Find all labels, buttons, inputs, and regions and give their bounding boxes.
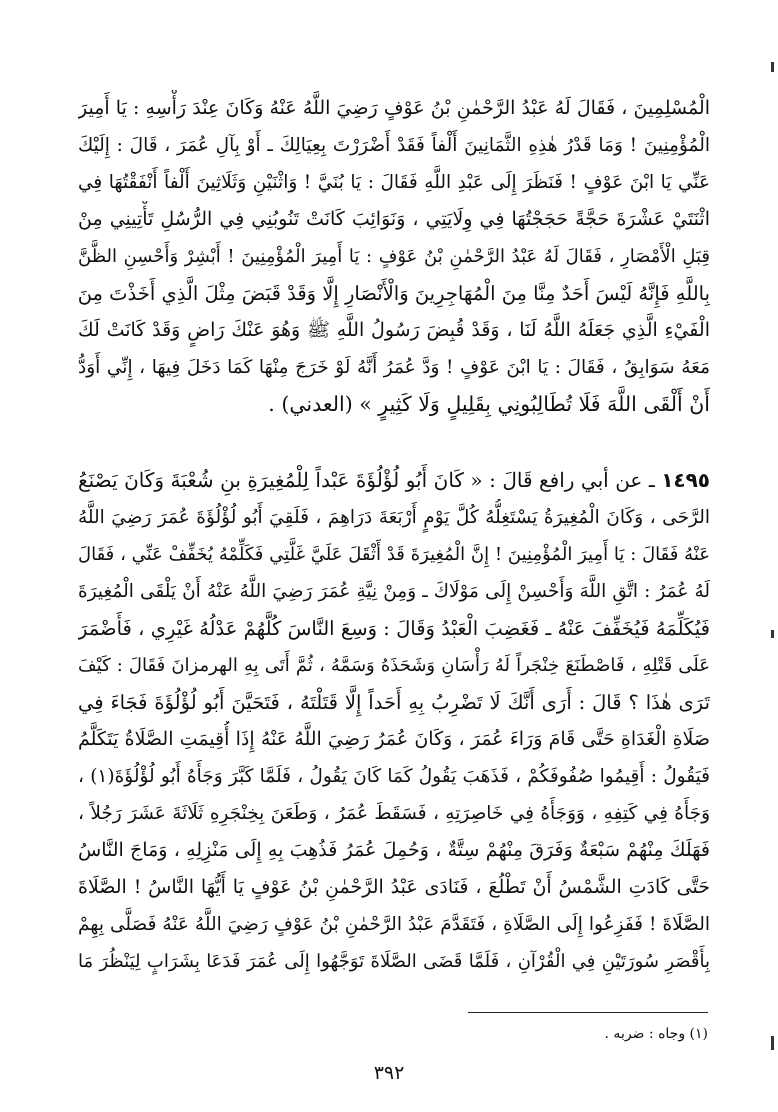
text-line: الْمُسْلِمِينَ ، فَقَالَ لَهُ عَبْدُ الرَّحْمٰنِ بْنُ عَوْفٍ رَضِيَ اللَّهُ عَنْهُ وَكَانَ عِنْدَ رَأْسِهِ : يَا أَمِيرَ <box>78 97 710 119</box>
text-line: لَهُ عُمَرُ : اتَّقِ اللَّهَ وَأَحْسِنْ إِلَى مَوْلَاكَ ـ وَمِنْ نِيَّةِ عُمَرَ رَضِيَ اللَّهُ عَنْهُ أَنْ يَلْقَى الْمُغِيرَةَ <box>78 581 710 602</box>
scan-edge-mark <box>771 1036 774 1050</box>
text-line: فَهَلَكَ مِنْهُمْ سَبْعَةٌ وَفَرَقَ مِنْهُمْ سِتَّةٌ ، وَحُمِلَ عُمَرُ فَذُهِبَ بِهِ إِلَى مَنْزِلِهِ ، وَمَاجَ النَّاسُ <box>78 839 710 861</box>
hadith-paragraph <box>78 462 710 980</box>
text-line: بِأَقْصَرِ سُورَتَيْنِ فِي الْقُرْآنِ ، فَلَمَّا قَضَى الصَّلَاةَ تَوَجَّهُوا إِلَى عُمَرَ فَدَعَا بِشَرَابٍ لِيَنْظُرَ مَا <box>78 951 710 972</box>
footnote: (١) وجاه : ضربه . <box>604 1026 708 1042</box>
text-line: صَلَاةِ الْغَدَاةِ حَتَّى قَامَ وَرَاءَ عُمَرَ ، وَكَانَ عُمَرُ رَضِيَ اللَّهُ عَنْهُ إِذَا أُقِيمَتِ الصَّلَاةُ يَتَكَلَّمُ <box>78 728 710 750</box>
page-number: ٣٩٢ <box>373 1062 405 1084</box>
text-line: الْمُؤْمِنِينَ ! وَمَا قَدْرُ هٰذِهِ الثَّمَانِينَ أَلْفاً فَقَدْ أَضْرَرْتَ بِعِيَالِكَ ـ أَوْ بِآلِ عُمَرَ ، قَالَ : إِلَيْكَ <box>78 135 710 156</box>
text-line: عَنْهُ فَقَالَ : يَا أَمِيرَ الْمُؤْمِنِينَ ! إِنَّ الْمُغِيرَةَ قَدْ أَثْقَلَ عَلَيَّ غَلَّتِي فَكَلِّمْهُ يُخَفِّفْ عَنِّي ، فَقَالَ <box>78 544 710 565</box>
text-line: الْفَيْءِ الَّذِي جَعَلَهُ اللَّهُ لَنَا ، وَقَدْ قُبِضَ رَسُولُ اللَّهِ ﷺ وَهُوَ عَنْكَ رَاضٍ وَقَدْ كَانَتْ لَكَ <box>78 319 710 341</box>
paragraph-continuation <box>78 90 710 423</box>
text-line: اثْنَتَيْ عَشْرَةَ حَجَّةً حَجَجْتُهَا فِي وِلَايَتِي ، وَنَوَائِبَ كَانَتْ تَنُوبُنِي فِي الرُّسُلِ تَأْتِينِي مِنْ <box>78 208 710 230</box>
text-line: فَيَقُولُ : أَقِيمُوا صُفُوفَكُمْ ، فَذَهَبَ يَقُولُ كَمَا كَانَ يَقُولُ ، فَلَمَّا كَبَّرَ وَجَأَهُ أَبُو لُؤْلُؤَةَ(١) ، <box>78 766 710 787</box>
text-line: ـ عن أبي رافع قَالَ : « كَانَ أَبُو لُؤْلُؤَةَ عَبْداً لِلْمُغِيرَةِ بنِ شُعْبَةَ وَكَانَ يَصْنَعُ <box>78 468 655 492</box>
text-line: الرَّحَى ، وَكَانَ الْمُغِيرَةُ يَسْتَغِلُّهُ كُلَّ يَوْمٍ أَرْبَعَةَ دَرَاهِمَ ، فَلَقِيَ أَبُو لُؤْلُؤَةَ عُمَرَ رَضِيَ اللَّهُ <box>78 507 710 528</box>
text-line: فَيُكَلِّمَهُ فَيُخَفِّفَ عَنْهُ ـ فَغَضِبَ الْعَبْدُ وَقَالَ : وَسِعَ النَّاسَ كُلَّهُمْ عَدْلُهُ غَيْرِي ، فَأَضْمَرَ <box>78 617 710 640</box>
text-line: بِاللَّهِ فَإِنَّهُ لَيْسَ أَحَدٌ مِنَّا مِنَ الْمُهَاجِرِينَ وَالْأَنْصَارِ إِلَّا وَقَدْ قَبَضَ مِثْلَ الَّذِي أَخَذْتَ مِنَ <box>78 282 710 305</box>
text-line: الصَّلَاةَ ! فَفَزِعُوا إِلَى الصَّلَاةِ ، فَتَقَدَّمَ عَبْدُ الرَّحْمٰنِ بْنُ عَوْفٍ رَضِيَ اللَّهُ عَنْهُ فَصَلَّى بِهِمْ <box>78 914 710 935</box>
scan-edge-mark <box>771 630 774 638</box>
text-line: عَلَى قَتْلِهِ ، فَاصْطَنَعَ خِنْجَراً لَهُ رَأْسَانِ وَشَحَذَهُ وَسَمَّهُ ، ثُمَّ أَتَى بِهِ الهرمزانَ فَقَالَ : كَيْفَ <box>78 655 710 676</box>
text-line: مَعَهُ سَوَابِقُ ، فَقَالَ : يَا ابْنَ عَوْفٍ ! وَدَّ عُمَرُ أَنَّهُ لَوْ خَرَجَ مِنْهَا كَمَا دَخَلَ فِيهَا ، إِنِّي أَوَدُّ <box>78 357 710 378</box>
text-line-first <box>78 462 710 499</box>
text-line: وَجَأَهُ فِي كَتِفِهِ ، وَوَجَأَهُ فِي خَاصِرَتِهِ ، فَسَقَطَ عُمَرُ ، وَطَعَنَ بِخِنْجَرِهِ ثَلَاثَةَ عَشَرَ رَجُلاً ، <box>78 803 710 824</box>
text-line: قِبَلِ الْأَمْصَارِ ، فَقَالَ لَهُ عَبْدُ الرَّحْمٰنِ بْنُ عَوْفٍ : يَا أَمِيرَ الْمُؤْمِنِينَ ! أَبْشِرْ وَأَحْسِنِ الظَّنَّ <box>78 246 710 267</box>
hadith-number: ١٤٩٥ <box>661 468 710 492</box>
text-line: عَنِّي يَا ابْنَ عَوْفٍ ! فَنَظَرَ إِلَى عَبْدِ اللَّهِ فَقَالَ : يَا بُنَيَّ ! وَاثْنَيْنِ وَثَلَاثِينَ أَلْفاً أَنْفَقْتُهَا فِي <box>78 172 710 193</box>
scan-edge-mark <box>771 62 774 72</box>
footnote-separator <box>468 1012 708 1013</box>
text-line: حَتَّى كَادَتِ الشَّمْسُ أَنْ تَطْلُعَ ، فَنَادَى عَبْدُ الرَّحْمٰنِ بْنُ عَوْفٍ يَا أَيُّهَا النَّاسُ ! الصَّلَاةَ <box>78 876 710 898</box>
text-line: تَرَى هٰذَا ؟ قَالَ : أَرَى أَنَّكَ لَا تَضْرِبُ بِهِ أَحَداً إِلَّا قَتَلْتَهُ ، فَتَحَيَّنَ أَبُو لُؤْلُؤَةَ فَجَاءَ فِي <box>78 691 710 714</box>
text-line: أَنْ أَلْقَى اللَّهَ فَلَا تُطَالِبُونِي بِقَلِيلٍ وَلَا كَثِيرٍ » (العدني) . <box>268 392 710 416</box>
